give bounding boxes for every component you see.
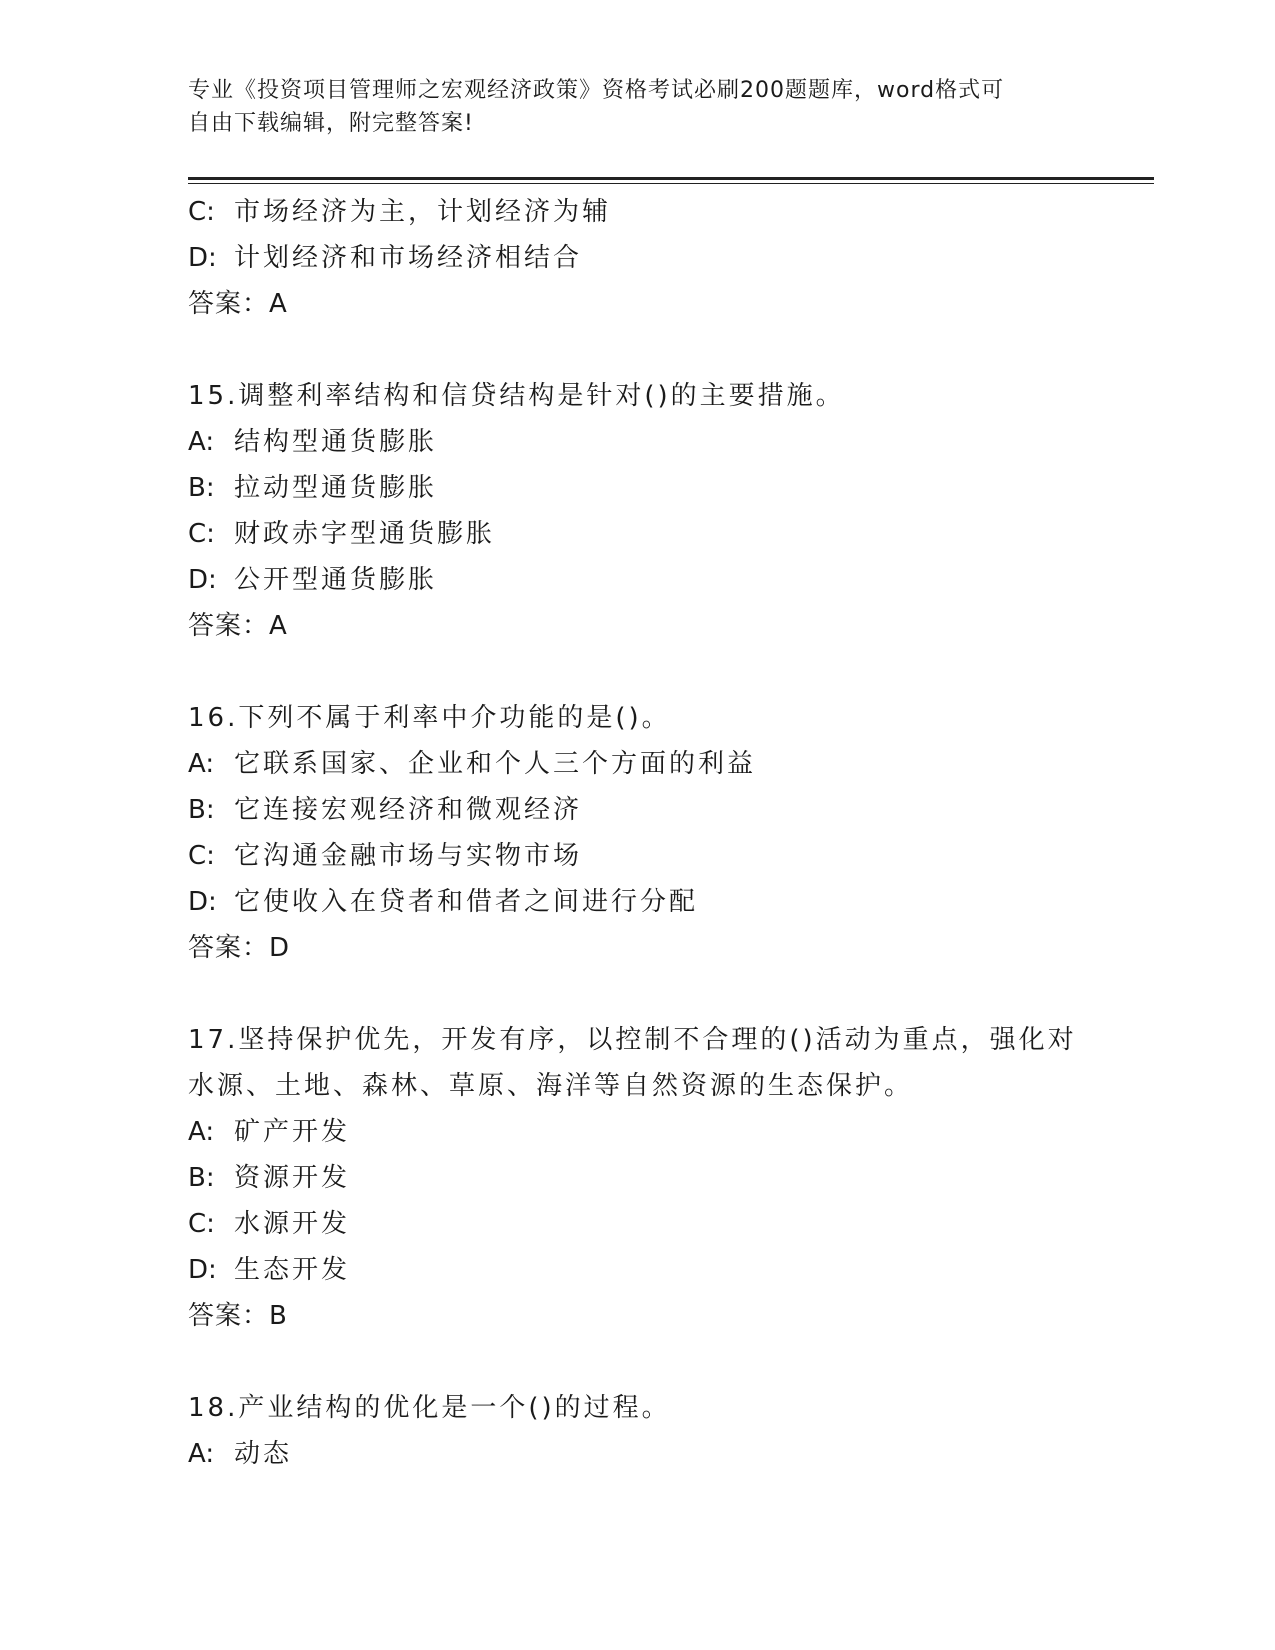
spacer <box>188 327 1128 373</box>
option-text: 市场经济为主，计划经济为辅 <box>234 197 612 227</box>
option-text: 资源开发 <box>234 1163 351 1193</box>
question-14-tail <box>188 189 1128 327</box>
option-letter: D: <box>188 1255 217 1285</box>
option-a <box>188 1109 1128 1155</box>
question-stem-line-2: 水源、土地、森林、草原、海洋等自然资源的生态保护。 <box>188 1071 914 1101</box>
option-text: 水源开发 <box>234 1209 351 1239</box>
option-a <box>188 1431 1128 1477</box>
option-letter: C: <box>188 519 215 549</box>
option-letter: D: <box>188 243 217 273</box>
question-16 <box>188 695 1128 971</box>
question-stem: 15.调整利率结构和信贷结构是针对()的主要措施。 <box>188 381 845 411</box>
question-15 <box>188 373 1128 649</box>
option-a <box>188 741 1128 787</box>
option-text: 它沟通金融市场与实物市场 <box>234 841 583 871</box>
option-c <box>188 833 1128 879</box>
option-text: 财政赤字型通货膨胀 <box>234 519 496 549</box>
option-text: 动态 <box>234 1439 293 1469</box>
option-a <box>188 419 1128 465</box>
option-text: 公开型通货膨胀 <box>234 565 438 595</box>
option-b <box>188 1155 1128 1201</box>
option-letter: D: <box>188 565 217 595</box>
option-letter: A: <box>188 749 215 779</box>
question-18 <box>188 1385 1128 1477</box>
question-stem: 16.下列不属于利率中介功能的是()。 <box>188 703 671 733</box>
option-text: 它使收入在贷者和借者之间进行分配 <box>234 887 699 917</box>
question-list <box>188 189 1128 1477</box>
spacer <box>188 971 1128 1017</box>
option-d <box>188 235 1128 281</box>
question-17 <box>188 1017 1128 1339</box>
header-line-2: 自由下载编辑，附完整答案! <box>188 111 474 136</box>
option-letter: B: <box>188 795 215 825</box>
option-letter: A: <box>188 1439 215 1469</box>
option-d <box>188 557 1128 603</box>
spacer <box>188 1339 1128 1385</box>
option-d <box>188 879 1128 925</box>
option-text: 它连接宏观经济和微观经济 <box>234 795 583 825</box>
answer-line: 答案：B <box>188 1301 288 1331</box>
answer-line: 答案：A <box>188 611 288 641</box>
spacer <box>188 649 1128 695</box>
question-stem: 18.产业结构的优化是一个()的过程。 <box>188 1393 671 1423</box>
option-c <box>188 189 1128 235</box>
option-text: 生态开发 <box>234 1255 351 1285</box>
header-rule-thin <box>188 183 1154 184</box>
option-text: 它联系国家、企业和个人三个方面的利益 <box>234 749 757 779</box>
option-c <box>188 1201 1128 1247</box>
option-letter: A: <box>188 1117 215 1147</box>
option-c <box>188 511 1128 557</box>
option-letter: B: <box>188 473 215 503</box>
option-letter: C: <box>188 1209 215 1239</box>
option-letter: B: <box>188 1163 215 1193</box>
question-stem-line-1: 17.坚持保护优先，开发有序，以控制不合理的()活动为重点，强化对 <box>188 1025 1077 1055</box>
option-letter: C: <box>188 197 215 227</box>
option-text: 拉动型通货膨胀 <box>234 473 438 503</box>
header-rule-thick <box>188 177 1154 180</box>
document-header <box>188 74 1068 140</box>
option-text: 矿产开发 <box>234 1117 351 1147</box>
option-b <box>188 787 1128 833</box>
answer-line: 答案：A <box>188 289 288 319</box>
option-text: 结构型通货膨胀 <box>234 427 438 457</box>
option-letter: A: <box>188 427 215 457</box>
option-letter: D: <box>188 887 217 917</box>
option-text: 计划经济和市场经济相结合 <box>234 243 583 273</box>
header-line-1: 专业《投资项目管理师之宏观经济政策》资格考试必刷200题题库，word格式可 <box>188 78 1005 103</box>
option-b <box>188 465 1128 511</box>
answer-line: 答案：D <box>188 933 291 963</box>
option-d <box>188 1247 1128 1293</box>
option-letter: C: <box>188 841 215 871</box>
